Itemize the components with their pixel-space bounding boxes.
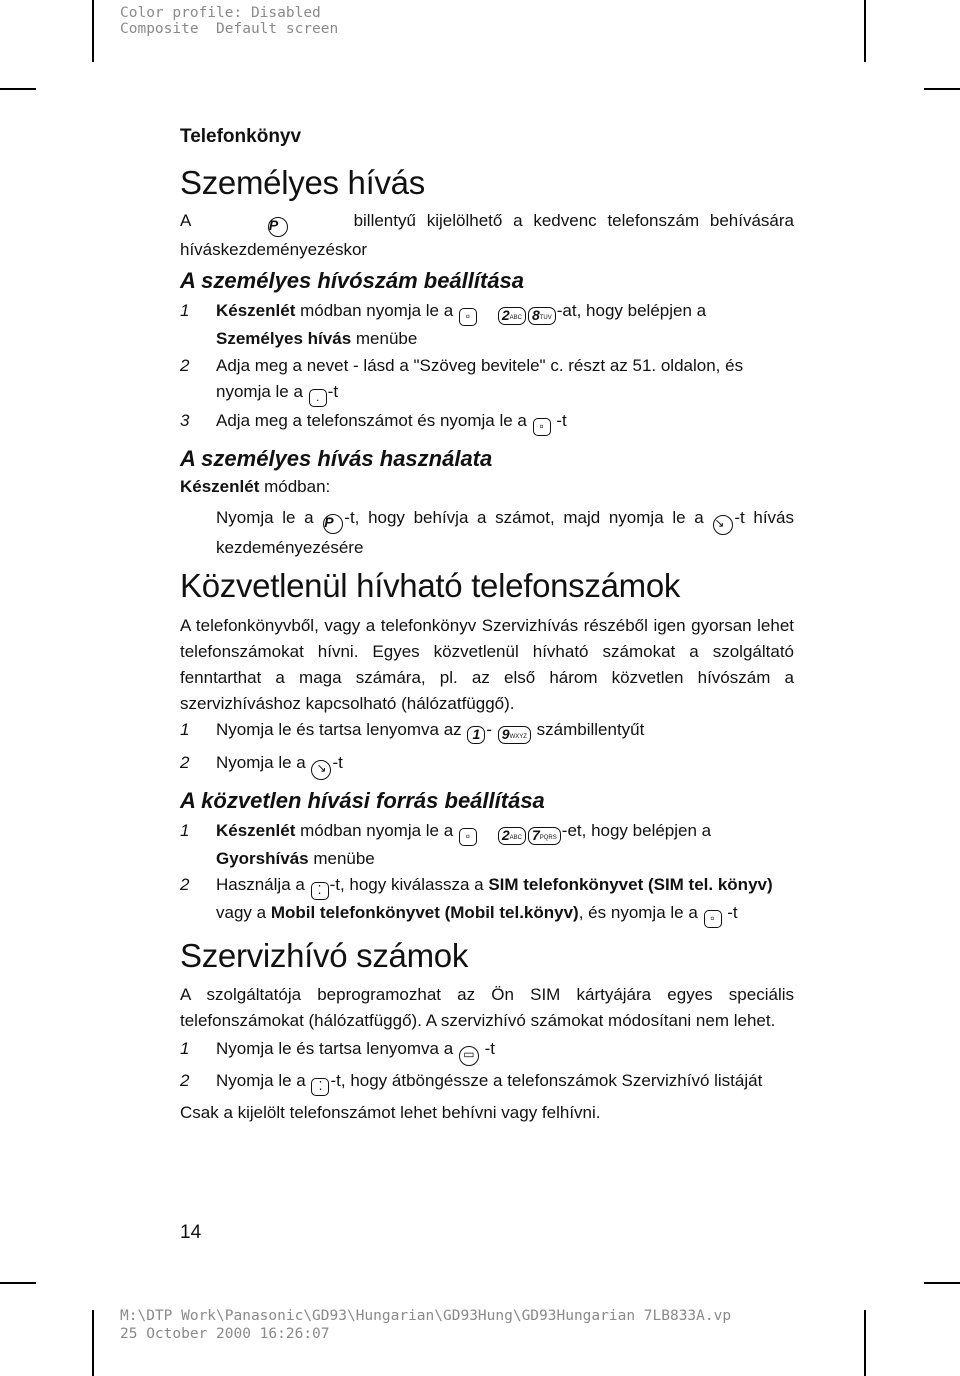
heading-direct-call: Közvetlenül hívható telefonszámok [180,567,681,604]
key-1-icon: 1 [467,726,485,744]
crop-mark [864,0,866,62]
header-composite: Composite Default screen [120,21,339,37]
crop-mark [92,0,94,62]
page-number: 14 [180,1222,202,1243]
direct-step-1: 1 Nyomja le és tartsa lenyomva az 1 - 9WXYZ számbillentyűt [180,720,645,742]
key-7-icon: 7PQRS [528,827,561,845]
service-step-1: 1 Nyomja le és tartsa lenyomva a ▭ -t [180,1036,794,1066]
heading-personal-use: A személyes hívás használata [180,446,493,471]
key-8-icon: 8TUV [528,307,556,325]
phonebook-key-icon: ▭ [459,1046,479,1066]
key-9-icon: 9WXYZ [498,726,531,744]
navigation-key-icon: ⁚ [311,882,329,900]
key-2-icon: 2ABC [498,307,526,325]
crop-mark [0,88,36,90]
navigation-key-icon: ⁚ [311,1078,329,1096]
crop-mark [924,1282,960,1284]
source-step-2: 2 Használja a ⁚ -t, hogy kiválassza a SIM telefonkönyvet (SIM tel. könyv) vagy a Mobil telefonkönyvet (Mobil tel.könyv), és nyomja le a ▫ -t [180,872,794,928]
crop-mark [924,88,960,90]
key-2-icon: 2ABC [498,827,526,845]
direct-call-paragraph: A telefonkönyvből, vagy a telefonkönyv Szervizhívás részéből igen gyorsan lehet telefonszámokat hívni. Egyes közvetlenül hívható számokat a szolgáltató fenntarthat a maga számára, pl. az első három közvetlen hívószám a szervizhíváshoz kapcsolható (hálózatfüggő). [180,616,794,713]
intro-paragraph: A P billentyű kijelölhető a kedvenc telefonszám behívására híváskezdeményezéskor [180,211,795,259]
crop-mark [864,1310,866,1376]
menu-key-icon: ▫ [459,308,477,326]
ok-key-icon: . [309,389,327,407]
use-label: Készenlét módban: [180,477,331,496]
menu-key-icon: ▫ [459,828,477,846]
heading-personal-setup: A személyes hívószám beállítása [180,268,525,293]
setup-step-2: 2 Adja meg a nevet - lásd a "Szöveg bevitele" c. részt az 51. oldalon, és nyomja le a . -t [180,353,794,407]
crop-mark [92,1310,94,1376]
call-key-icon: ↘ [713,515,733,535]
heading-service-numbers: Szervizhívó számok [180,937,469,974]
menu-key-icon: ▫ [533,418,551,436]
setup-step-1: 1 Készenlét módban nyomja le a ▫ 2ABC 8TUV -at, hogy belépjen a Személyes hívás menübe [180,301,707,348]
service-step-2: 2 Nyomja le a ⁚ -t, hogy átböngéssze a telefonszámok Szervizhívó listáját [180,1068,794,1096]
call-key-icon: ↘ [311,760,331,780]
heading-personal-call: Személyes hívás [180,164,425,201]
heading-direct-source: A közvetlen hívási forrás beállítása [180,788,545,813]
crop-mark [0,1282,36,1284]
menu-key-icon: ▫ [704,910,722,928]
section-label: Telefonkönyv [180,126,302,147]
p-key-icon: P [323,514,343,534]
service-note: Csak a kijelölt telefonszámot lehet behívni vagy felhívni. [180,1103,601,1122]
source-step-1: 1 Készenlét módban nyomja le a ▫ 2ABC 7PQRS -et, hogy belépjen a Gyorshívás menübe [180,821,712,868]
footer-date: 25 October 2000 16:26:07 [120,1326,330,1342]
setup-step-3: 3 Adja meg a telefonszámot és nyomja le a ▫ -t [180,408,794,436]
footer-path: M:\DTP Work\Panasonic\GD93\Hungarian\GD93Hung\GD93Hungarian 7LB833A.vp [120,1308,732,1324]
p-key-icon: P [268,217,288,237]
use-paragraph: Nyomja le a P -t, hogy behívja a számot, majd nyomja le a ↘ -t hívás kezdeményezésére [216,508,795,557]
header-color-profile: Color profile: Disabled [120,5,321,21]
direct-step-2: 2 Nyomja le a ↘ -t [180,750,794,780]
service-paragraph: A szolgáltatója beprogramozhat az Ön SIM kártyájára egyes speciális telefonszámokat (hálózatfüggő). A szervizhívó számokat módosítani nem lehet. [180,985,794,1030]
